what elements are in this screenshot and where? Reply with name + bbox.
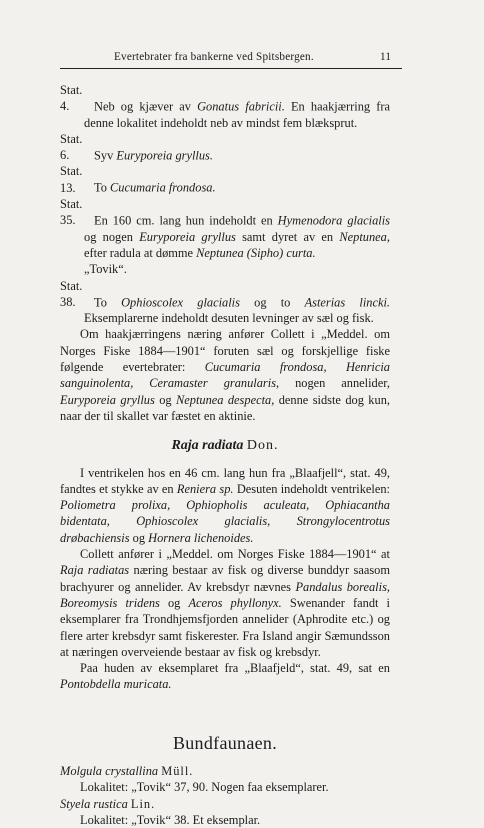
species-name: Hornera lichenoides.	[148, 530, 254, 545]
stat-label: Stat. 4.	[60, 83, 83, 114]
entry-text: samt dyret av en	[235, 229, 340, 244]
stat-label: Stat. 13.	[60, 164, 83, 195]
species-name: Euryporeia gryllus.	[116, 148, 213, 163]
page-body	[60, 82, 390, 828]
stat-label: Stat. 38.	[60, 278, 83, 309]
paragraph-text: og	[159, 595, 189, 610]
paragraph-text: nogen annelider,	[279, 376, 390, 391]
entry-text: og nogen	[84, 229, 140, 244]
heading-author: Don.	[246, 438, 279, 454]
species-name: Cucumaria frondosa, Henricia sanguinolenta, Ceramaster granularis,	[60, 360, 390, 391]
paragraph-text: I ventrikelen hos en 46 cm. lang hun fra „Blaafjell“, stat. 49, fandtes et stykke av en	[60, 465, 390, 496]
species-entry	[60, 796, 390, 812]
species-name: Raja radiatas	[60, 563, 130, 578]
raja-paragraph-2	[60, 546, 390, 660]
entry-text: Neb og kjæver av	[94, 99, 198, 114]
species-author: Lin.	[130, 796, 156, 811]
species-name: Poliometra prolixa, Ophiopholis aculeata, Ophiacantha bidentata, Ophioscolex glacialis, Strongylocentrotus drøbachiensis	[60, 498, 390, 545]
species-name: Ophioscolex glacialis	[121, 294, 240, 309]
species-name: Reniera sp.	[176, 481, 234, 496]
paragraph-text: denne sidste dog kun, naar der til skallet var fæstet en aktinie.	[60, 392, 390, 423]
stat-entry-6	[60, 131, 390, 164]
species-name: Euryporeia gryllus	[139, 229, 236, 244]
species-name: Neptunea despecta,	[175, 392, 275, 407]
paragraph-text: Paa huden av eksemplaret fra „Blaafjeld“, stat. 49, sat en	[80, 661, 390, 676]
species-entry	[60, 763, 390, 779]
raja-paragraph-3	[60, 660, 390, 693]
heading-species: Raja radiata	[171, 438, 244, 454]
paragraph-text: næring bestaar av fisk og diverse bunddyr saasom brachyurer og annelider. Av krebsdyr nævnes	[60, 563, 390, 594]
entry-text: efter radula at dømme	[84, 245, 197, 260]
stat-label: Stat. 6.	[60, 131, 83, 163]
page-number: 11	[380, 51, 392, 63]
species-name: Asterias lincki.	[304, 294, 390, 309]
species-name: Cucumaria frondosa.	[110, 180, 216, 195]
species-name: Gonatus fabricii.	[197, 99, 285, 114]
paragraph-text: Desuten indeholdt ventrikelen:	[233, 481, 390, 496]
species-name: Pontobdella muricata.	[60, 677, 172, 692]
section-heading-bundfaunaen: Bundfaunaen.	[172, 732, 278, 753]
paragraph-text: og	[129, 530, 149, 545]
paragraph-text: Swenander fandt i eksemplarer fra Trondhjemsfjorden annelider (Aphrodite etc.) og flere arter krebsdyr samt fiskerester. Fra Island angir Sæmundsson at næringen overveiende bestaar av fisk og krebsdyr.	[60, 595, 390, 659]
stat-entry-35	[60, 196, 390, 277]
stat-label: Stat. 35.	[60, 197, 83, 228]
entry-text: To	[94, 294, 122, 309]
species-name: Hymenodora glacialis	[277, 213, 390, 228]
entry-text: En 160 cm. lang hun indeholdt en	[94, 213, 278, 228]
entry-text: To	[94, 180, 110, 195]
paragraph-text: og	[154, 392, 176, 407]
entry-text: Syv	[94, 148, 117, 163]
stat-entry-13	[60, 163, 390, 196]
header-rule	[60, 68, 402, 69]
species-name: Pandalus borealis, Boreomysis tridens	[60, 579, 390, 610]
collett-paragraph	[60, 326, 390, 424]
locality-line: Lokalitet: „Tovik“ 37, 90. Nogen faa eksemplarer.	[80, 780, 329, 795]
header-title: Evertebrater fra bankerne ved Spitsbergen.	[114, 51, 314, 63]
species-name: Neptunea (Sipho) curta.	[196, 245, 316, 260]
locality-line: Lokalitet: „Tovik“ 38. Et eksemplar.	[80, 812, 261, 827]
paragraph-text: Om haakjærringens næring anfører Collett i „Meddel. om Norges Fiske 1884—1901“ foruten sæl og forskjellige fiske følgende evertebrater:	[60, 327, 390, 375]
raja-paragraph-1	[60, 465, 390, 546]
section-heading-raja	[60, 438, 390, 454]
stat-entry-4	[60, 82, 390, 131]
species-name: Aceros phyllonyx.	[188, 595, 282, 610]
entry-text: og to	[239, 294, 305, 309]
entry-text: Eksemplarerne indeholdt desuten levninger av sæl og fisk.	[84, 311, 374, 326]
species-name: Neptunea,	[339, 229, 390, 244]
species-author: Müll.	[161, 763, 194, 778]
stat-entry-38	[60, 278, 390, 327]
paragraph-text: Collett anfører i „Meddel. om Norges Fiske 1884—1901“ at	[80, 547, 390, 562]
species-name: Styela rustica	[60, 796, 128, 811]
species-name: Molgula crystallina	[60, 763, 159, 778]
locality-tovik: „Tovik“.	[84, 262, 127, 277]
species-name: Euryporeia gryllus	[60, 392, 155, 407]
entry-text: En haakjærring fra denne lokalitet indeholdt neb av mindst fem blæksprut.	[84, 99, 391, 130]
